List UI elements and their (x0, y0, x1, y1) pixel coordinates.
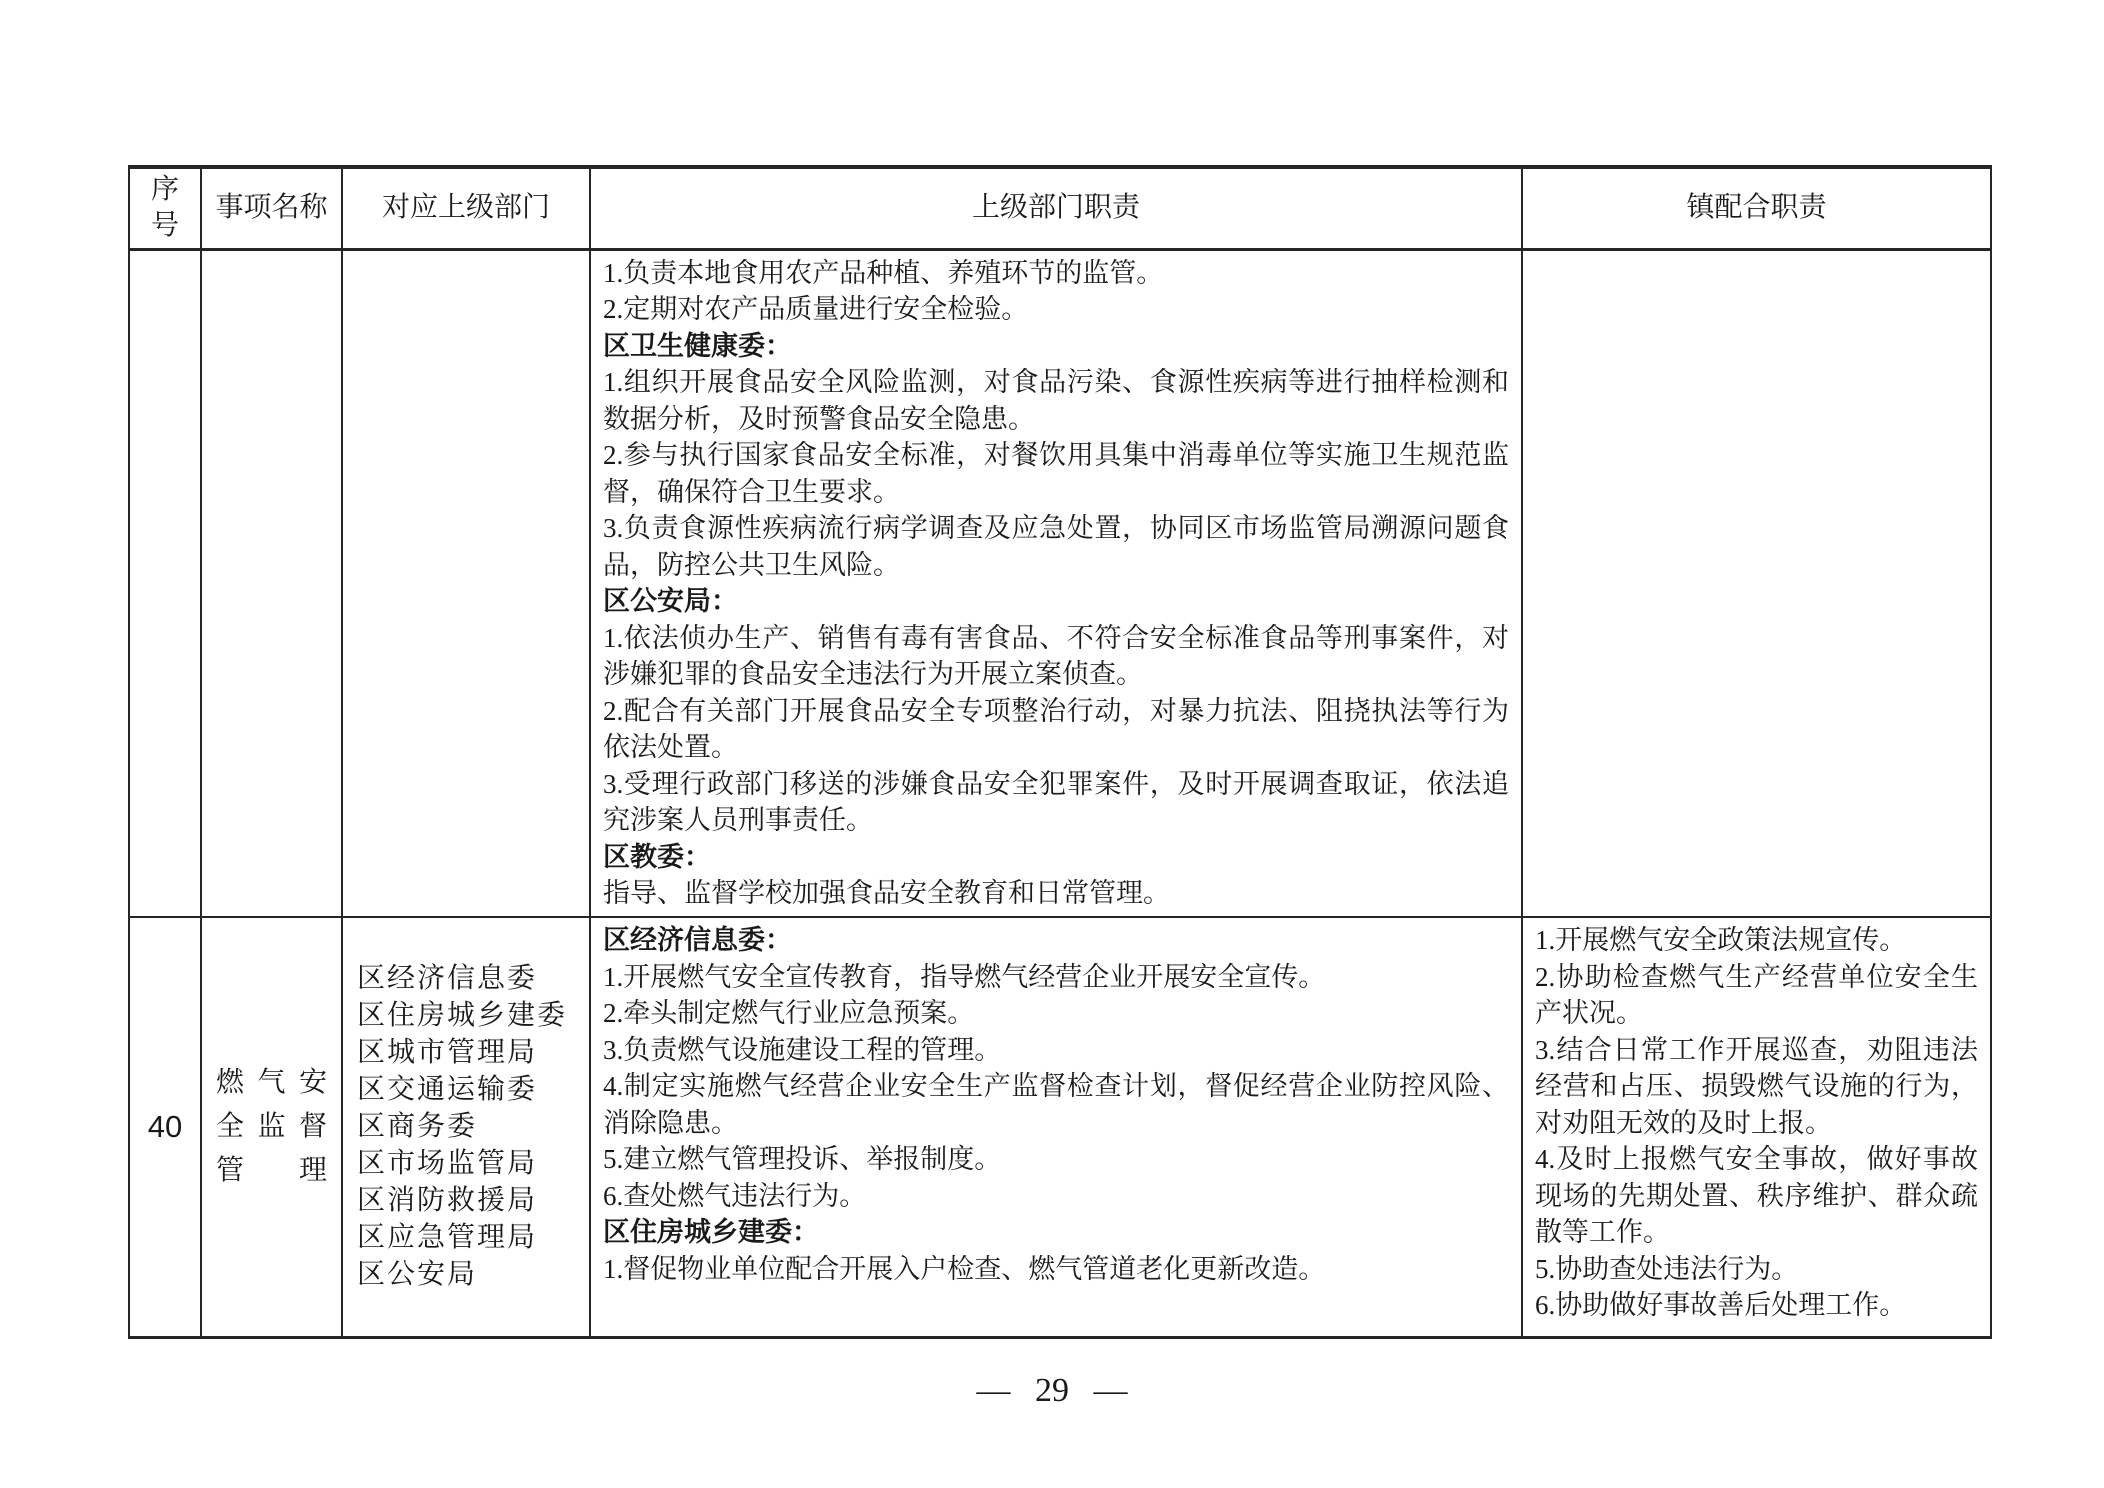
header-town-duties: 镇配合职责 (1522, 167, 1991, 249)
duty-item: 1.依法侦办生产、销售有毒有害食品、不符合安全标准食品等刑事案件，对涉嫌犯罪的食品安全违法行为开展立案侦查。 (603, 622, 1509, 689)
duty-item: 1.负责本地食用农产品种植、养殖环节的监管。 (603, 257, 1164, 288)
duty-item: 1.开展燃气安全政策法规宣传。 (1535, 925, 1907, 955)
duty-section-heading: 区公安局： (603, 586, 738, 616)
duty-item: 5.建立燃气管理投诉、举报制度。 (603, 1144, 1002, 1174)
duty-section-heading: 区卫生健康委： (603, 330, 792, 361)
department-name: 区经济信息委 (357, 963, 538, 995)
duty-item: 2.配合有关部门开展食品安全专项整治行动，对暴力抗法、阻挠执法等行为依法处置。 (603, 695, 1509, 762)
duty-item: 2.牵头制定燃气行业应急预案。 (603, 998, 975, 1028)
page-number: — 29 — (976, 1372, 1128, 1409)
duty-section-heading: 区住房城乡建委： (603, 1217, 819, 1247)
cell-departments (342, 917, 590, 1337)
duty-item: 1.组织开展食品安全风险监测，对食品污染、食源性疾病等进行抽样检测和数据分析，及时预警食品安全隐患。 (603, 367, 1509, 434)
header-item-name: 事项名称 (201, 167, 342, 249)
table-row (129, 249, 1991, 917)
department-name: 区商务委 (357, 1111, 478, 1143)
cell-item-name (201, 249, 342, 917)
duty-item: 3.受理行政部门移送的涉嫌食品安全犯罪案件，及时开展调查取证，依法追究涉案人员刑事责任。 (603, 768, 1509, 835)
duty-item: 3.结合日常工作开展巡查，劝阻违法经营和占压、损毁燃气设施的行为，对劝阻无效的及时上报。 (1535, 1034, 1978, 1138)
department-name: 区公安局 (357, 1259, 478, 1291)
department-name: 区应急管理局 (357, 1222, 538, 1254)
duty-item: 6.查处燃气违法行为。 (603, 1180, 867, 1211)
cell-superior-duties (590, 917, 1522, 1337)
department-name: 区城市管理局 (357, 1037, 538, 1069)
header-departments: 对应上级部门 (342, 167, 590, 249)
header-superior-duties: 上级部门职责 (590, 167, 1522, 249)
duty-item: 4.制定实施燃气经营企业安全生产监督检查计划，督促经营企业防控风险、消除隐患。 (603, 1071, 1509, 1138)
cell-seq: 40 (129, 917, 201, 1337)
header-seq (129, 167, 201, 249)
cell-item-name: 燃气安全监督管理 (201, 917, 342, 1337)
department-name: 区市场监管局 (357, 1148, 538, 1180)
duty-item: 1.开展燃气安全宣传教育，指导燃气经营企业开展安全宣传。 (603, 961, 1326, 992)
duty-item: 3.负责食源性疾病流行病学调查及应急处置，协同区市场监管局溯源问题食品，防控公共卫生风险。 (603, 513, 1509, 580)
cell-seq (129, 249, 201, 917)
cell-superior-duties (590, 249, 1522, 917)
table-body (129, 249, 1991, 1337)
duty-item: 1.督促物业单位配合开展入户检查、燃气管道老化更新改造。 (603, 1253, 1326, 1284)
department-name: 区住房城乡建委 (357, 1000, 568, 1032)
duty-item: 5.协助查处违法行为。 (1535, 1253, 1799, 1284)
duty-item: 2.定期对农产品质量进行安全检验。 (603, 294, 1029, 324)
duty-item: 3.负责燃气设施建设工程的管理。 (603, 1034, 1002, 1065)
responsibility-table (128, 165, 1992, 1339)
department-name: 区消防救援局 (357, 1185, 538, 1217)
department-name: 区交通运输委 (357, 1074, 538, 1106)
duty-item: 4.及时上报燃气安全事故，做好事故现场的先期处置、秩序维护、群众疏散等工作。 (1535, 1144, 1978, 1247)
duty-section-heading: 区教委： (603, 841, 711, 872)
header-seq-label: 序号 (150, 174, 179, 242)
table-header-row (129, 167, 1991, 249)
cell-departments (342, 249, 590, 917)
duty-item: 指导、监督学校加强食品安全教育和日常管理。 (603, 878, 1170, 908)
duty-item: 2.协助检查燃气生产经营单位安全生产状况。 (1535, 961, 1978, 1028)
duty-item: 2.参与执行国家食品安全标准，对餐饮用具集中消毒单位等实施卫生规范监督，确保符合卫生要求。 (603, 440, 1509, 507)
cell-town-duties (1522, 917, 1991, 1337)
duty-item: 6.协助做好事故善后处理工作。 (1535, 1290, 1907, 1320)
cell-town-duties (1522, 249, 1991, 917)
table-row (129, 917, 1991, 1337)
duty-section-heading: 区经济信息委： (603, 925, 792, 955)
